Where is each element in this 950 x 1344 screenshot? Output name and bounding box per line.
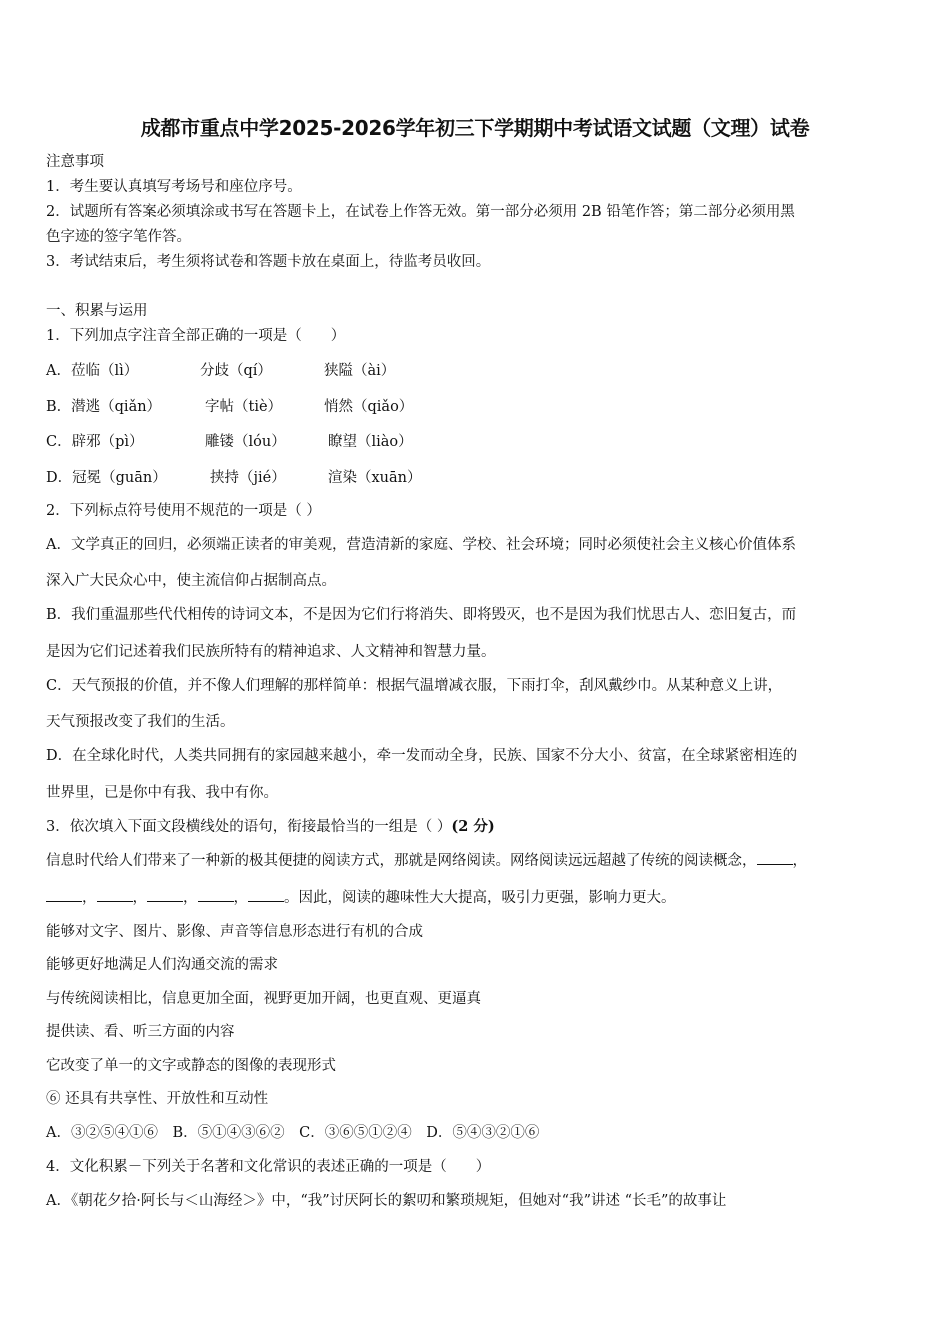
option-item: 分歧（qí） bbox=[200, 363, 272, 379]
q3-sentence: 与传统阅读相比，信息更加全面，视野更加开阔，也更直观、更逼真 bbox=[46, 991, 481, 1007]
q3-choices: A．③②⑤④①⑥ B．⑤①④③⑥② C．③⑥⑤①②④ D．⑤④③②①⑥ bbox=[46, 1125, 540, 1141]
fill-blank bbox=[97, 888, 133, 902]
question-stem: 4．文化积累－下列关于名著和文化常识的表述正确的一项是（ ） bbox=[46, 1159, 491, 1175]
question-stem: 2．下列标点符号使用不规范的一项是（ ） bbox=[46, 503, 321, 519]
q3-separator: ， bbox=[233, 890, 248, 906]
fill-blank bbox=[198, 888, 234, 902]
fill-blank bbox=[248, 888, 284, 902]
q2-option-line: 深入广大民众心中，使主流信仰占据制高点。 bbox=[46, 573, 336, 589]
page-title: 成都市重点中学2025-2026学年初三下学期期中考试语文试题（文理）试卷 bbox=[140, 116, 810, 140]
q3-separator: ， bbox=[132, 890, 147, 906]
question-stem bbox=[46, 817, 495, 837]
q3-separator: ， bbox=[792, 853, 807, 869]
q3-passage-line1 bbox=[46, 851, 807, 871]
option-item: 狭隘（ài） bbox=[324, 363, 396, 379]
option-item: B．潜逃（qiǎn） bbox=[46, 399, 162, 415]
q3-sentence: 能够对文字、图片、影像、声音等信息形态进行有机的合成 bbox=[46, 924, 423, 940]
q3-sentence: ⑥ 还具有共享性、开放性和互动性 bbox=[46, 1091, 269, 1107]
option-item: 渲染（xuān） bbox=[328, 470, 422, 486]
option-item: 悄然（qiǎo） bbox=[324, 399, 414, 415]
q1-option-d bbox=[46, 466, 422, 487]
option-item: 雕镂（lóu） bbox=[205, 434, 286, 450]
q3-sentence: 能够更好地满足人们沟通交流的需求 bbox=[46, 957, 278, 973]
q2-option-line: C．天气预报的价值，并不像人们理解的那样简单：根据气温增减衣服，下雨打伞，刮风戴纱巾。从某种意义上讲， bbox=[46, 678, 783, 694]
notice-item: 3．考试结束后，考生须将试卷和答题卡放在桌面上，待监考员收回。 bbox=[46, 254, 491, 270]
option-item: C．辟邪（pì） bbox=[46, 434, 144, 450]
question-stem: 1．下列加点字注音全部正确的一项是（ ） bbox=[46, 328, 346, 344]
q3-passage-text: 。因此，阅读的趣味性大大提高，吸引力更强，影响力更大。 bbox=[284, 890, 676, 906]
q2-option-line: A．文学真正的回归，必须端正读者的审美观，营造清新的家庭、学校、社会环境；同时必须使社会主义核心价值体系 bbox=[46, 537, 796, 553]
q3-passage-text: 信息时代给人们带来了一种新的极其便捷的阅读方式，那就是网络阅读。网络阅读远远超越了传统的阅读概念， bbox=[46, 853, 757, 869]
option-item: D．冠冕（guān） bbox=[46, 470, 167, 486]
notice-heading: 注意事项 bbox=[46, 154, 104, 170]
q2-option-line: B．我们重温那些代代相传的诗词文本，不是因为它们行将消失、即将毁灭，也不是因为我们忧思古人、恋旧复古，而 bbox=[46, 607, 797, 623]
option-item: A．莅临（lì） bbox=[46, 363, 139, 379]
q1-option-c bbox=[46, 430, 413, 451]
q3-stem-text: 3．依次填入下面文段横线处的语句，衔接最恰当的一组是（ ） bbox=[46, 819, 452, 835]
option-item: 字帖（tiè） bbox=[205, 399, 283, 415]
q1-option-a bbox=[46, 359, 395, 380]
q2-option-line: D．在全球化时代，人类共同拥有的家园越来越小，牵一发而动全身，民族、国家不分大小、贫富，在全球紧密相连的 bbox=[46, 748, 798, 764]
q3-separator: ， bbox=[82, 890, 97, 906]
q2-option-line: 是因为它们记述着我们民族所特有的精神追求、人文精神和智慧力量。 bbox=[46, 644, 496, 660]
fill-blank bbox=[46, 888, 82, 902]
option-item: 挟持（jié） bbox=[210, 470, 286, 486]
q1-option-b bbox=[46, 395, 413, 416]
fill-blank bbox=[757, 851, 793, 865]
q3-sentence: 提供读、看、听三方面的内容 bbox=[46, 1024, 235, 1040]
q3-separator: ， bbox=[183, 890, 198, 906]
notice-item: 2．试题所有答案必须填涂或书写在答题卡上，在试卷上作答无效。第一部分必须用 2B 铅笔作答；第二部分必须用黑 bbox=[46, 204, 795, 220]
option-item: 瞭望（liào） bbox=[328, 434, 413, 450]
q3-sentence: 它改变了单一的文字或静态的图像的表现形式 bbox=[46, 1058, 336, 1074]
q2-option-line: 天气预报改变了我们的生活。 bbox=[46, 714, 235, 730]
q3-passage-line2 bbox=[46, 888, 676, 908]
notice-item: 色字迹的签字笔作答。 bbox=[46, 229, 191, 245]
section-heading: 一、积累与运用 bbox=[46, 303, 148, 319]
q4-option-line: A．《朝花夕拾·阿长与＜山海经＞》中，“我”讨厌阿长的絮叨和繁琐规矩，但她对“我”讲述 “长毛”的故事让 bbox=[46, 1193, 727, 1209]
q2-option-line: 世界里，已是你中有我、我中有你。 bbox=[46, 785, 278, 801]
notice-item: 1．考生要认真填写考场号和座位序号。 bbox=[46, 179, 302, 195]
fill-blank bbox=[147, 888, 183, 902]
q3-points: (2 分) bbox=[451, 818, 495, 835]
